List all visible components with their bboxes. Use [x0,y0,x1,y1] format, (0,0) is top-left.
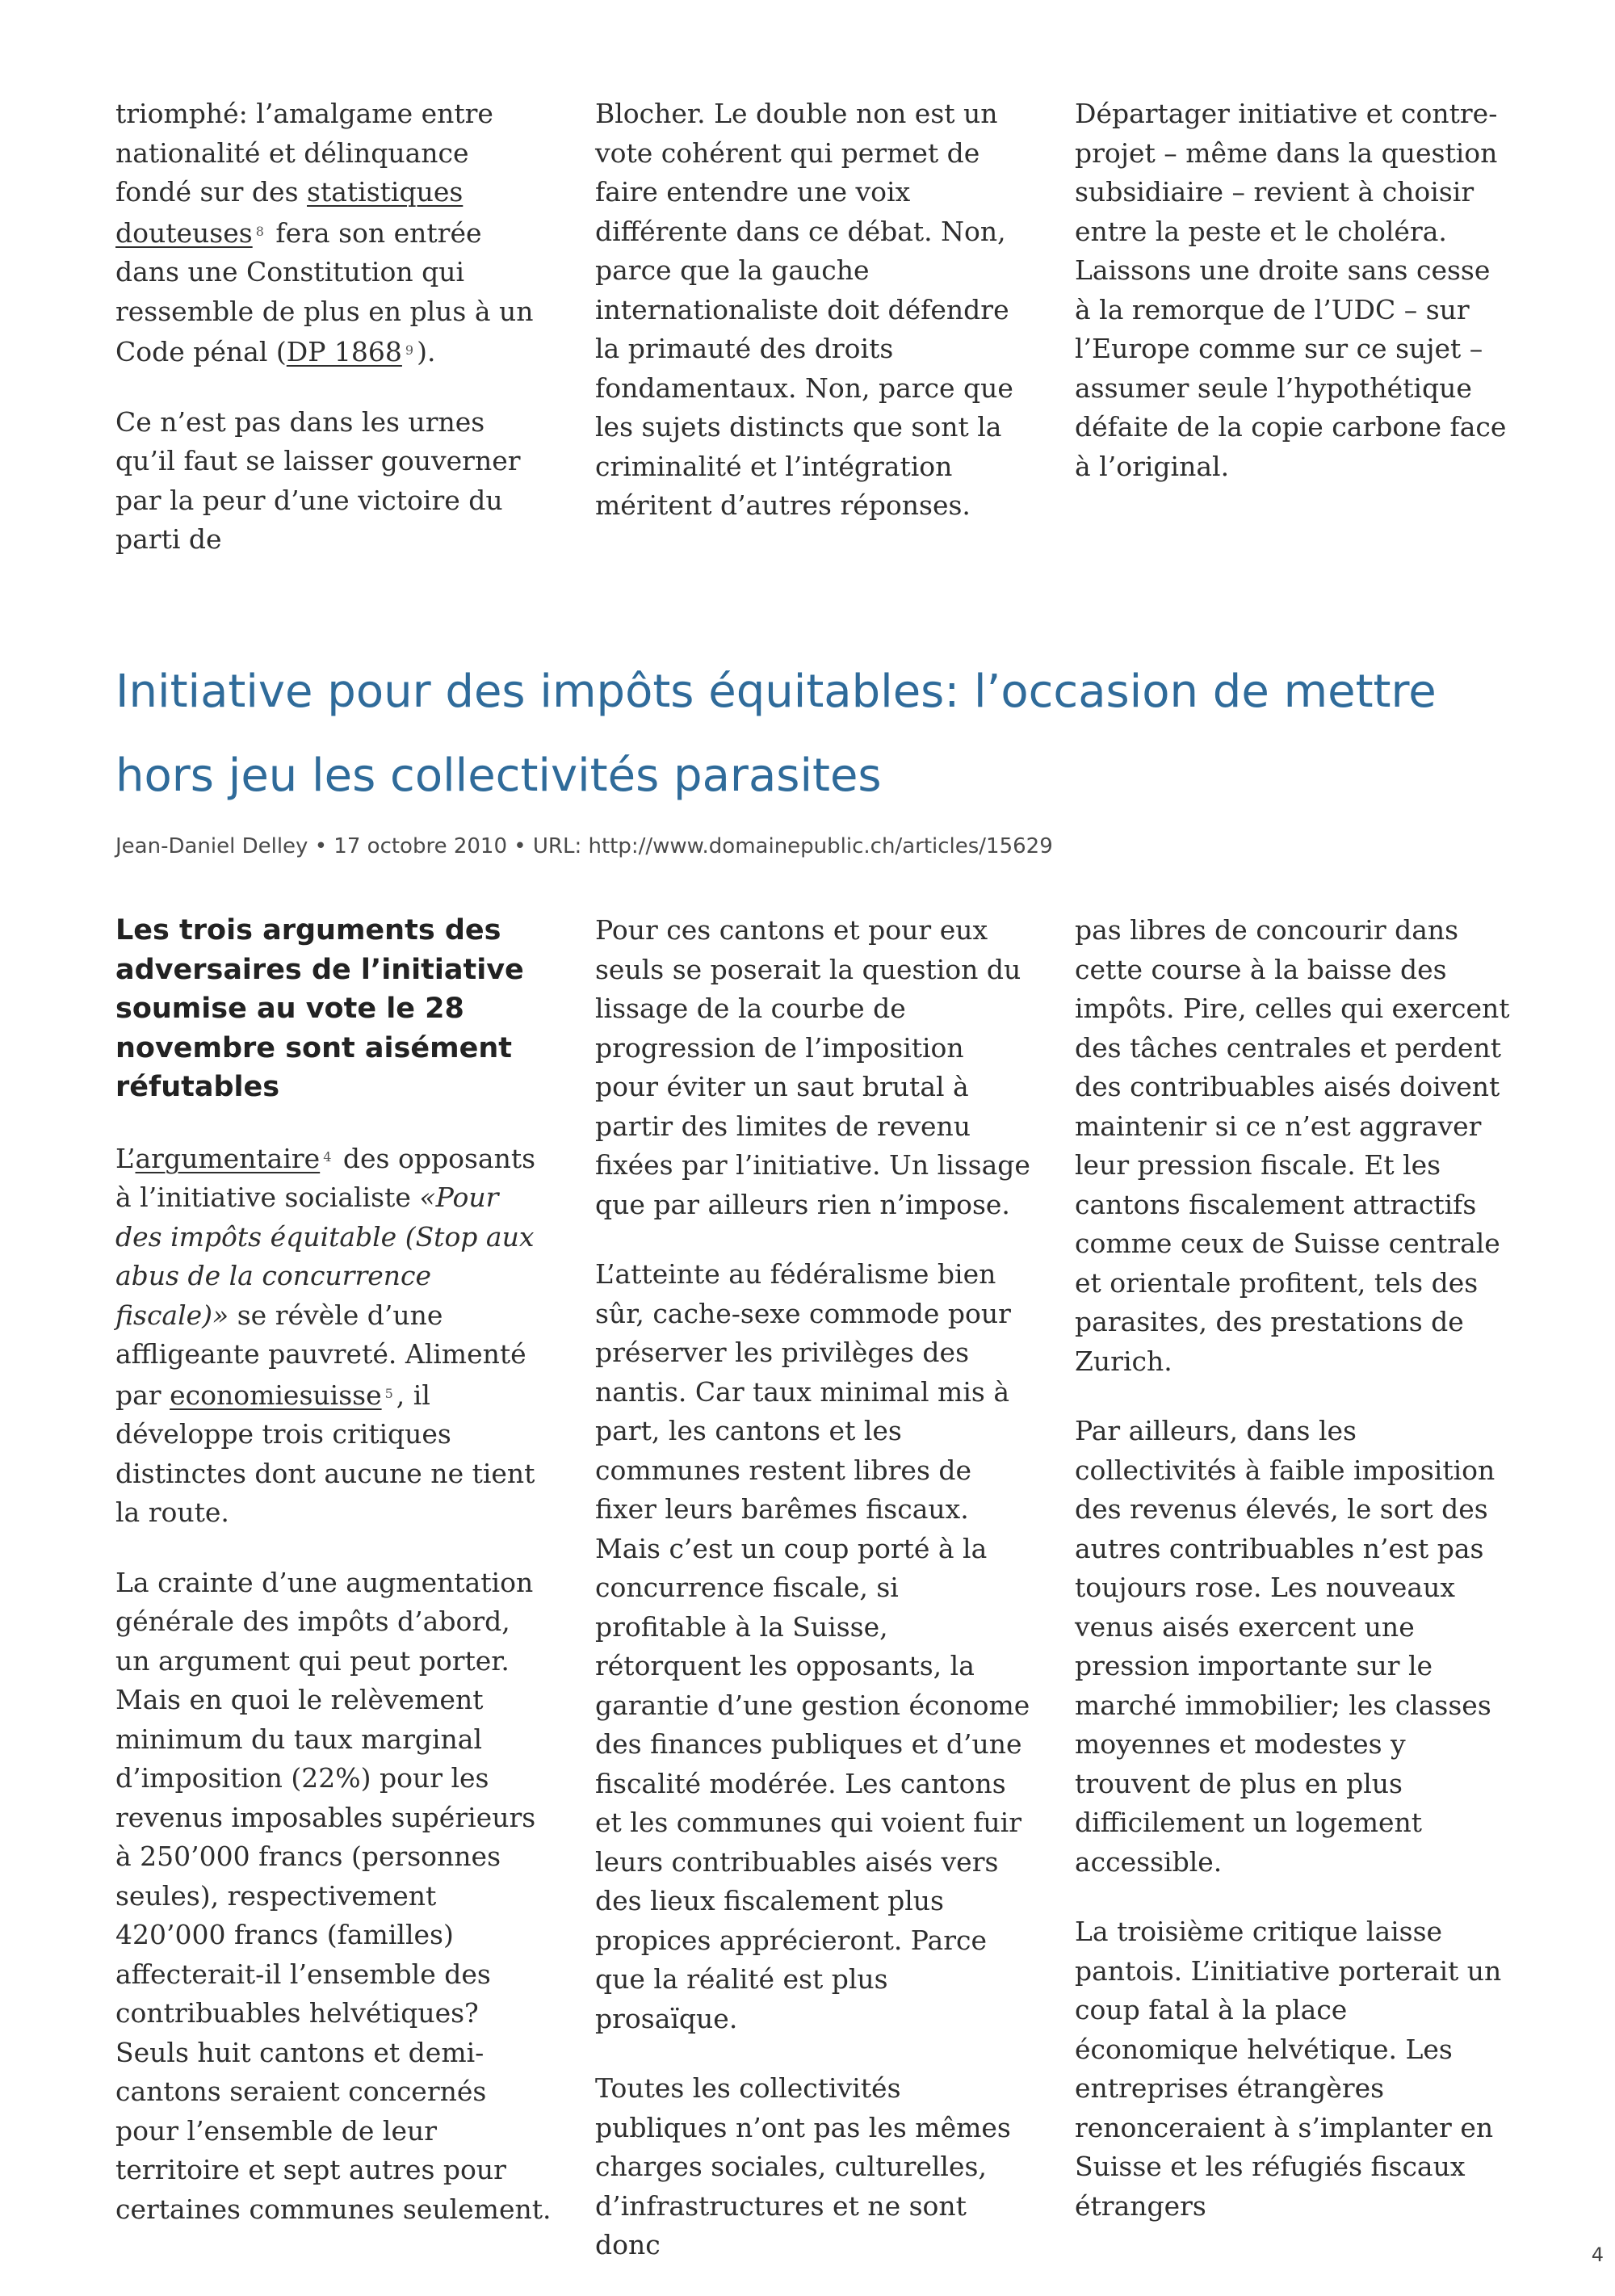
link-statistiques-douteuses[interactable]: statistiques douteuses [115,176,464,249]
prev-article-column-3 [1075,94,1511,517]
link-argumentaire[interactable]: argumentaire [135,1142,321,1174]
article-column-2 [595,911,1031,2296]
article-lead: Les trois arguments des adversaires de l’initiative soumise au vote le 28 novembre sont aisément réfutables [115,914,524,1103]
paragraph: L’atteinte au fédéralisme bien sûr, cache-sexe commode pour préserver les privilèges des nantis. Car taux minimal mis à part, les cantons et les communes restent libres de fixer leurs barêmes fiscaux. Mais c’est un coup porté à la concurrence fiscale, si profitable à la Suisse, rétorquent les opposants, la garantie d’une gestion économe des finances publiques et d’une fiscalité modérée. Les cantons et les communes qui voient fuir leurs contribuables aisés vers des lieux fiscalement plus propices apprécieront. Parce que la réalité est plus prosaïque. [595,1258,1030,2034]
article-title: Initiative pour des impôts équitables: l’occasion de mettre hors jeu les collectivités parasites [115,665,1437,802]
paragraph: La crainte d’une augmentation générale des impôts d’abord, un argument qui peut porter. Mais en quoi le relèvement minimum du taux marginal d’imposition (22%) pour les revenus imposables supérieurs à 250’000 francs (personnes seules), respectivement 420’000 francs (familles) affecterait-il l’ensemble des contribuables helvétiques? Seuls huit cantons et demi-cantons seraient concernés pour l’ensemble de leur territoire et sept autres pour certaines communes seulement. [115,1566,552,2225]
paragraph: Toutes les collectivités publiques n’ont pas les mêmes charges sociales, culturelles, d’infrastructures et ne sont donc [595,2072,1011,2260]
article-column-3 [1075,911,1511,2256]
initiative-name: «Pour des impôts équitable (Stop aux abus de la concurrence fiscale)» [115,1182,535,1331]
prev-article-column-2 [595,94,1031,556]
footnote-marker: 5 [384,1385,393,1401]
footnote-marker: 4 [323,1148,332,1165]
paragraph: L’argumentaire $^4$ des opposants à l’initiative socialiste «Pour des impôts équitable (Stop aux abus de la concurrence fiscale)» se révèle d’une affligeante pauvreté. Alimenté par economiesuisse $^5$ , il développe trois critiques distinctes dont aucune ne tient la route. [115,1142,536,1528]
prev-article-column-1 [115,94,552,590]
footnote-marker: 9 [405,342,414,358]
paragraph: La troisième critique laisse pantois. L’initiative porterait un coup fatal à la place économique helvétique. Les entreprises étrangères renonceraient à s’implanter en Suisse et les réfugiés fiscaux étrangers [1075,1916,1502,2222]
paragraph: triomphé: l’amalgame entre nationalité et délinquance fondé sur des statistiques douteuses $^8$ fera son entrée dans une Constitution qui ressemble de plus en plus à un Code pénal (DP 1868 $^9$ ). [115,98,534,367]
paragraph: Ce n’est pas dans les urnes qu’il faut se laisser gouverner par la peur d’une victoire du parti de [115,405,521,555]
footnote-marker: 8 [255,223,264,239]
article-byline: Jean-Daniel Delley • 17 octobre 2010 • URL: http://www.domainepublic.ch/articles/15629 [115,834,1053,858]
paragraph: Pour ces cantons et pour eux seuls se poserait la question du lissage de la courbe de progression de l’imposition pour éviter un saut brutal à partir des limites de revenu fixées par l’initiative. Un lissage que par ailleurs rien n’impose. [595,914,1030,1220]
article-column-1 [115,911,552,2260]
page-number: 4 [1591,2244,1604,2266]
paragraph: Blocher. Le double non est un vote cohérent qui permet de faire entendre une voix différente dans ce débat. Non, parce que la gauche internationaliste doit défendre la primauté des droits fondamentaux. Non, parce que les sujets distincts que sont la criminalité et l’intégration méritent d’autres réponses. [595,98,1013,521]
paragraph: Par ailleurs, dans les collectivités à faible imposition des revenus élevés, le sort des autres contribuables n’est pas toujours rose. Les nouveaux venus aisés exercent une pression importante sur le marché immobilier; les classes moyennes et modestes y trouvent de plus en plus difficilement un logement accessible. [1075,1415,1495,1878]
paragraph: pas libres de concourir dans cette course à la baisse des impôts. Pire, celles qui exercent des tâches centrales et perdent des contribuables aisés doivent maintenir si ce n’est aggraver leur pression fiscale. Et les cantons fiscalement attractifs comme ceux de Suisse centrale et orientale profitent, tels des parasites, des prestations de Zurich. [1075,914,1510,1377]
link-dp-1868[interactable]: DP 1868 [286,336,402,367]
paragraph: Départager initiative et contre-projet – même dans la question subsidiaire – revient à choisir entre la peste et le choléra. Laissons une droite sans cesse à la remorque de l’UDC – sur l’Europe comme sur ce sujet – assumer seule l’hypothétique défaite de la copie carbone face à l’original. [1075,98,1507,482]
link-economiesuisse[interactable]: economiesuisse [170,1379,382,1411]
